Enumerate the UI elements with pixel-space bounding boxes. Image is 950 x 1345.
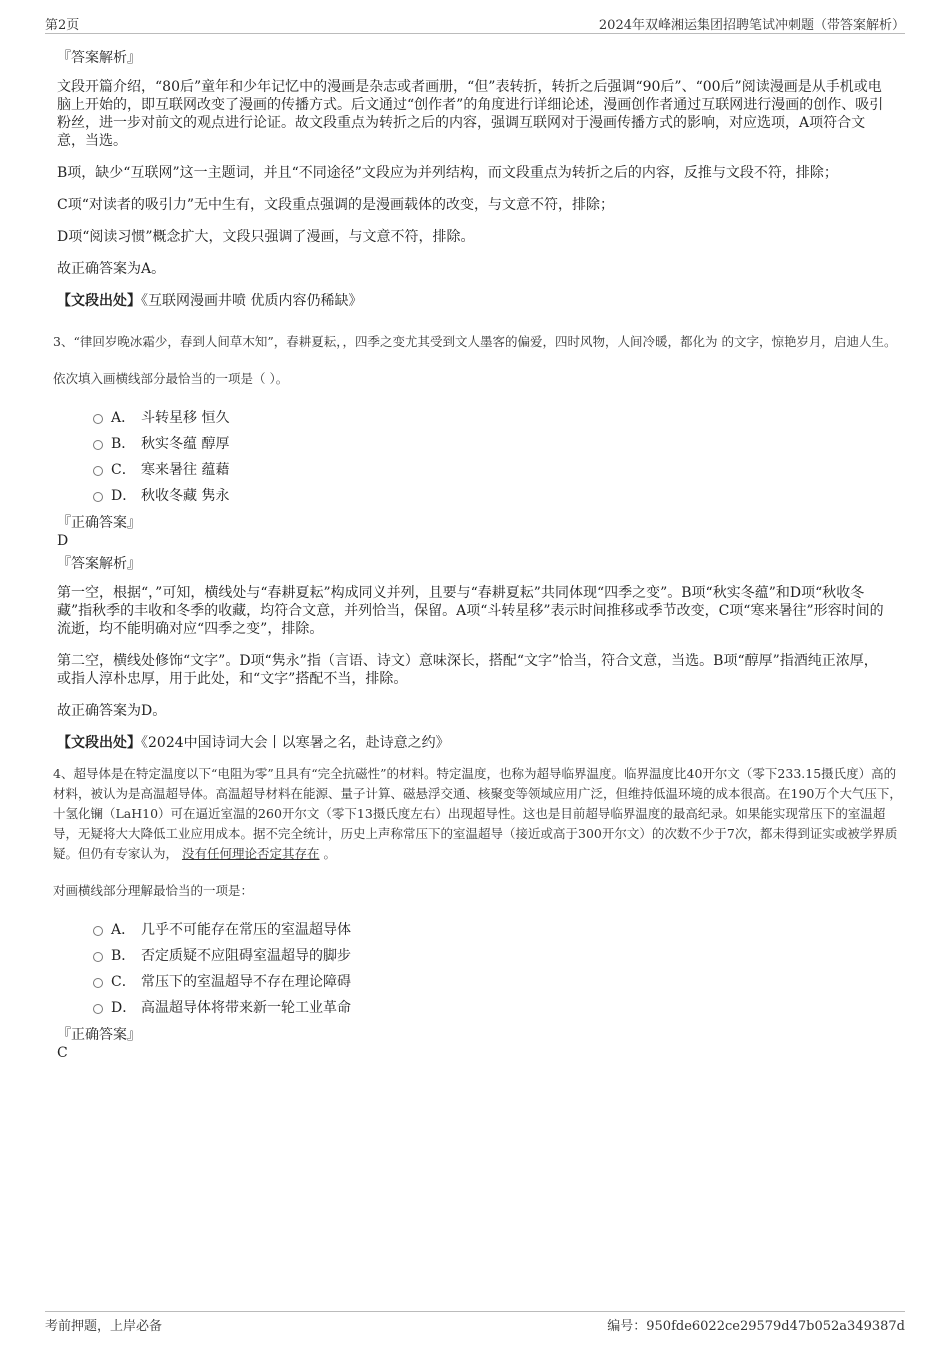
q4-body: 4、超导体是在特定温度以下“电阻为零”且具有“完全抗磁性”的材料。特定温度，也称为超导临界温度。临界温度比40开尔文（零下233.15摄氏度）高的材料，被认为是高温超导体。高温超导材料在能源、量子计算、磁悬浮交通、核聚变等领域应用广泛，但维持低温环境的成本很高。在190万个大气压下，十氢化镧（LaH10）可在逼近室温的260开尔文（零下13摄氏度左右）出现超导性。这也是目前超导临界温度的最高纪录。如果能实现常压下的室温超导，无疑将大大降低工业应用成本。据不完全统计，历史上声称常压下的室温超导（接近或高于300开尔文）的次数不少于7次，都未得到证实或被学界质疑。但仍有专家认为， bbox=[53, 766, 902, 861]
q4-option-b[interactable] bbox=[93, 942, 903, 968]
radio-icon[interactable] bbox=[93, 414, 103, 424]
q4-underlined-phrase: 没有任何理论否定其存在 bbox=[182, 846, 320, 861]
page-header bbox=[45, 14, 905, 34]
q4-tail: 。 bbox=[323, 846, 337, 861]
page-number: 第2页 bbox=[45, 18, 80, 33]
q3-source-text: 《2024中国诗词大会丨以寒暑之名，赴诗意之约》 bbox=[141, 735, 450, 751]
q3-answer: D bbox=[57, 533, 69, 549]
q3-analysis-label: 『答案解析』 bbox=[57, 556, 141, 572]
question-4 bbox=[53, 764, 903, 1020]
q3-option-b[interactable] bbox=[93, 430, 903, 456]
q4-prompt: 对画横线部分理解最恰当的一项是： bbox=[53, 883, 254, 898]
q2-source bbox=[57, 292, 887, 310]
radio-icon[interactable] bbox=[93, 952, 103, 962]
q3-analysis-conclusion: 故正确答案为D。 bbox=[57, 703, 167, 719]
radio-icon[interactable] bbox=[93, 1004, 103, 1014]
option-letter: D． bbox=[111, 1000, 137, 1016]
option-text: 高温超导体将带来新一轮工业革命 bbox=[141, 1000, 351, 1016]
q4-answer-label: 『正确答案』 bbox=[57, 1027, 141, 1043]
q4-option-a[interactable] bbox=[93, 916, 903, 942]
footer-code-label: 编号： bbox=[607, 1319, 647, 1334]
radio-icon[interactable] bbox=[93, 926, 103, 936]
option-letter: D． bbox=[111, 488, 137, 504]
q3-option-d[interactable] bbox=[93, 482, 903, 508]
option-letter: C． bbox=[111, 462, 136, 478]
footer-code-value: 950fde6022ce29579d47b052a349387d bbox=[646, 1319, 905, 1334]
radio-icon[interactable] bbox=[93, 440, 103, 450]
q2-analysis-para-2: B项，缺少“互联网”这一主题词，并且“不同途径”文段应为并列结构，而文段重点为转折之后的内容，反推与文段不符，排除； bbox=[57, 165, 838, 181]
option-letter: C． bbox=[111, 974, 136, 990]
option-letter: B． bbox=[111, 436, 136, 452]
q2-analysis-label: 『答案解析』 bbox=[57, 50, 141, 66]
option-text: 秋实冬蕴 醇厚 bbox=[141, 436, 230, 452]
page-footer bbox=[45, 1311, 905, 1333]
footer-slogan: 考前押题，上岸必备 bbox=[45, 1319, 163, 1334]
q2-analysis-para-4: D项“阅读习惯”概念扩大，文段只强调了漫画，与文意不符，排除。 bbox=[57, 229, 475, 245]
option-text: 否定质疑不应阻碍室温超导的脚步 bbox=[141, 948, 351, 964]
document-body bbox=[53, 48, 902, 1062]
radio-icon[interactable] bbox=[93, 466, 103, 476]
q3-options bbox=[93, 404, 903, 508]
q3-analysis-para-2: 第二空，横线处修饰“文字”。D项“隽永”指（言语、诗文）意味深长，搭配“文字”恰当，符合文意，当选。B项“醇厚”指酒纯正浓厚，或指人淳朴忠厚，用于此处，和“文字”搭配不当，排除。 bbox=[57, 653, 878, 687]
q4-answer: C bbox=[57, 1045, 68, 1061]
q3-prompt: 依次填入画横线部分最恰当的一项是（ ）。 bbox=[53, 371, 289, 386]
q2-source-text: 《互联网漫画井喷 优质内容仍稀缺》 bbox=[141, 293, 363, 309]
q2-source-label: 【文段出处】 bbox=[57, 293, 141, 309]
q2-analysis-conclusion: 故正确答案为A。 bbox=[57, 261, 166, 277]
option-letter: B． bbox=[111, 948, 136, 964]
radio-icon[interactable] bbox=[93, 978, 103, 988]
document-title: 2024年双峰湘运集团招聘笔试冲刺题（带答案解析） bbox=[598, 18, 905, 33]
q2-analysis-para-1: 文段开篇介绍，“80后”童年和少年记忆中的漫画是杂志或者画册，“但”表转折，转折之后强调“90后”、“00后”阅读漫画是从手机或电脑上开始的，即互联网改变了漫画的传播方式。后文通过“创作者”的角度进行详细论述，漫画创作者通过互联网进行漫画的创作、吸引粉丝，进一步对前文的观点进行论证。故文段重点为转折之后的内容，强调互联网对于漫画传播方式的影响，对应选项，A项符合文意，当选。 bbox=[57, 79, 884, 149]
option-letter: A． bbox=[111, 410, 136, 426]
q4-text bbox=[53, 764, 903, 864]
option-text: 寒来暑往 蕴藉 bbox=[141, 462, 230, 478]
option-text: 常压下的室温超导不存在理论障碍 bbox=[141, 974, 351, 990]
option-text: 斗转星移 恒久 bbox=[141, 410, 230, 426]
q3-option-c[interactable] bbox=[93, 456, 903, 482]
q3-option-a[interactable] bbox=[93, 404, 903, 430]
q3-answer-label: 『正确答案』 bbox=[57, 515, 141, 531]
q3-analysis-para-1: 第一空，根据“，”可知，横线处与“春耕夏耘”构成同义并列，且要与“春耕夏耘”共同体现“四季之变”。B项“秋实冬蕴”和D项“秋收冬藏”指秋季的丰收和冬季的收藏，均符合文意，并列恰当，保留。A项“斗转星移”表示时间推移或季节改变，C项“寒来暑往”形容时间的流逝，均不能明确对应“四季之变”，排除。 bbox=[57, 585, 884, 637]
q3-text: 3、“律回岁晚冰霜少，春到人间草木知”，春耕夏耘，，四季之变尤其受到文人墨客的偏爱，四时风物，人间冷暖，都化为 的文字，惊艳岁月，启迪人生。 bbox=[53, 334, 897, 349]
option-text: 几乎不可能存在常压的室温超导体 bbox=[141, 922, 351, 938]
question-3 bbox=[53, 332, 903, 508]
q4-options bbox=[93, 916, 903, 1020]
q3-source bbox=[57, 734, 887, 752]
q2-analysis-para-3: C项“对读者的吸引力”无中生有，文段重点强调的是漫画载体的改变，与文意不符，排除； bbox=[57, 197, 615, 213]
q3-source-label: 【文段出处】 bbox=[57, 735, 141, 751]
q4-option-d[interactable] bbox=[93, 994, 903, 1020]
option-letter: A． bbox=[111, 922, 136, 938]
option-text: 秋收冬藏 隽永 bbox=[141, 488, 230, 504]
q4-option-c[interactable] bbox=[93, 968, 903, 994]
footer-code bbox=[607, 1315, 905, 1334]
radio-icon[interactable] bbox=[93, 492, 103, 502]
